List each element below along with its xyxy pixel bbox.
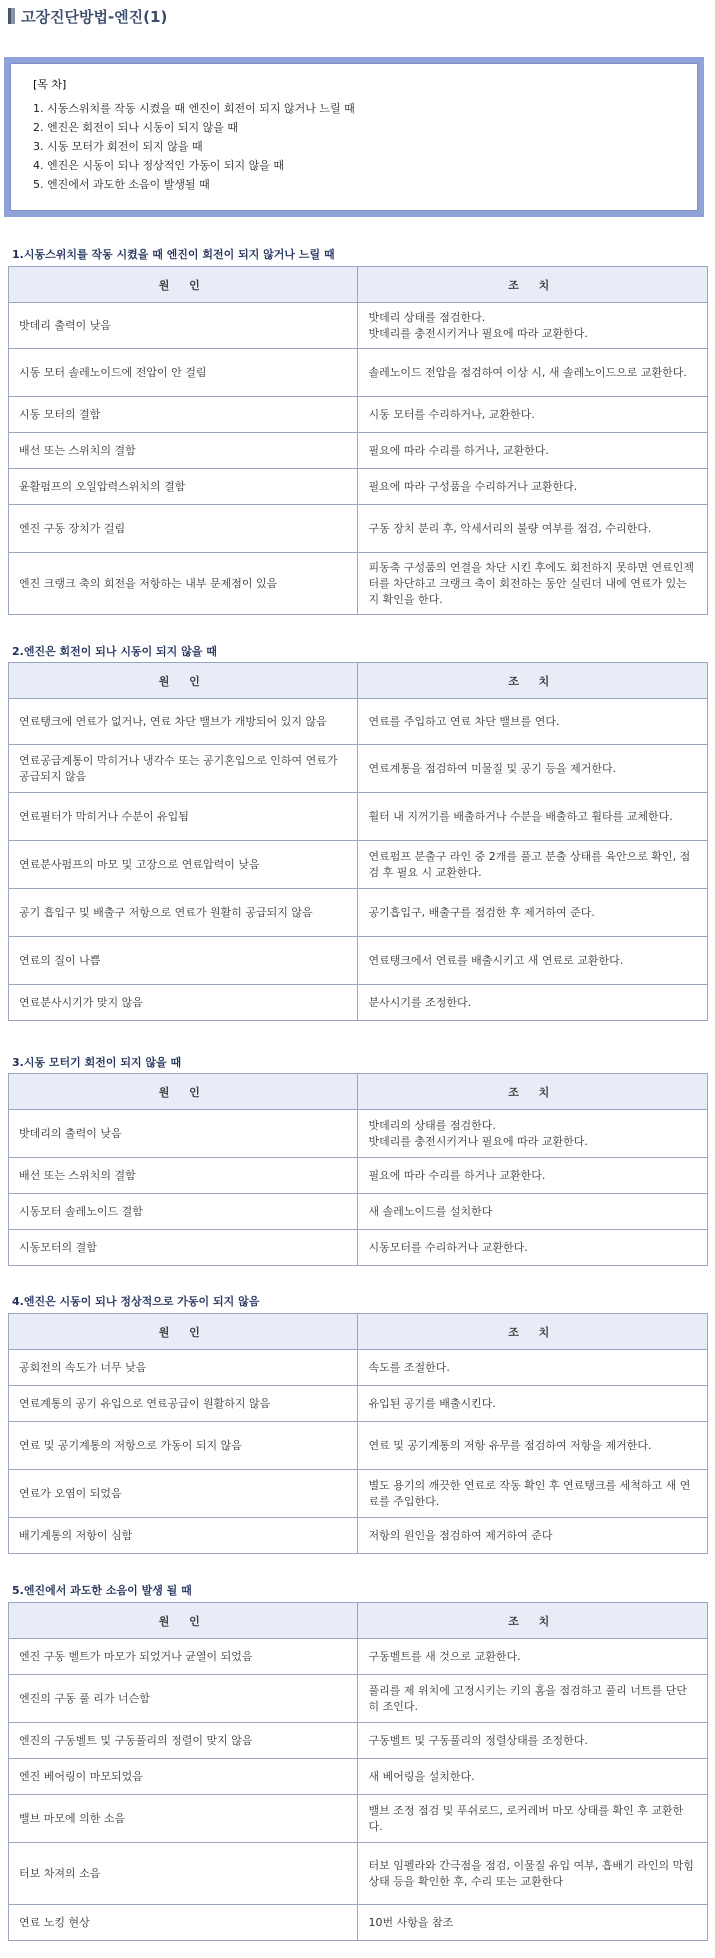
cause-cell: 배선 또는 스위치의 결함: [9, 1158, 358, 1194]
cause-cell: 터보 차져의 소음: [9, 1843, 358, 1905]
header-action: 조 치: [358, 267, 708, 303]
table-row: [9, 1350, 708, 1386]
cause-cell: 연료계통의 공기 유입으로 연료공급이 원활하지 않음: [9, 1386, 358, 1422]
table-row: [9, 349, 708, 397]
section-1-title: 1.시동스위치를 작동 시켰을 때 엔진이 회전이 되지 않거나 느릴 때: [12, 248, 335, 261]
action-cell: 10번 사항을 참조: [358, 1905, 708, 1941]
header-cause: 원 인: [9, 267, 358, 303]
cause-cell: 연료 노킹 현상: [9, 1905, 358, 1941]
header-cause: 원 인: [9, 1074, 358, 1110]
cause-cell: 연료의 질이 나쁨: [9, 937, 358, 985]
table-row: [9, 1639, 708, 1675]
table-row: [9, 1675, 708, 1723]
cause-cell: 윤활펌프의 오일압력스위치의 결함: [9, 469, 358, 505]
table-row: [9, 1795, 708, 1843]
section-2-table: [8, 662, 708, 1021]
table-header-row: [9, 267, 708, 303]
action-cell: 분사시기를 조정한다.: [358, 985, 708, 1021]
action-cell: 새 솔레노이드를 설치한다: [358, 1194, 708, 1230]
table-row: [9, 1843, 708, 1905]
section-5-title: 5.엔진에서 과도한 소음이 발생 될 때: [12, 1584, 192, 1597]
table-row: [9, 699, 708, 745]
cause-cell: 연료필터가 막히거나 수분이 유입됨: [9, 793, 358, 841]
table-row: [9, 397, 708, 433]
cause-cell: 엔진 크랭크 축의 회전을 저항하는 내부 문제점이 있음: [9, 553, 358, 615]
action-cell: 솔레노이드 전압을 점검하여 이상 시, 새 솔레노이드으로 교환한다.: [358, 349, 708, 397]
table-row: [9, 793, 708, 841]
action-cell: 구동벨트를 새 것으로 교환한다.: [358, 1639, 708, 1675]
section-3-title: 3.시동 모터기 회전이 되지 않을 때: [12, 1056, 182, 1069]
action-cell: 밸브 조정 점검 및 푸쉬로드, 로커레버 마모 상태를 확인 후 교환한다.: [358, 1795, 708, 1843]
table-row: [9, 1723, 708, 1759]
action-cell: 필요에 따라 수리를 하거나, 교환한다.: [358, 433, 708, 469]
table-row: [9, 1386, 708, 1422]
table-row: [9, 303, 708, 349]
action-cell: 별도 용기의 깨끗한 연료로 작동 확인 후 연료탱크를 세척하고 새 연료를 주입한다.: [358, 1470, 708, 1518]
action-cell: 풀리를 제 위치에 고정시키는 키의 홈을 점검하고 풀리 너트를 단단히 조인다.: [358, 1675, 708, 1723]
section-1-table: [8, 266, 708, 615]
table-header-row: [9, 1314, 708, 1350]
action-cell: 연료 및 공기계통의 저항 유무를 점검하여 저항을 제거한다.: [358, 1422, 708, 1470]
cause-cell: 시동모터의 결함: [9, 1230, 358, 1266]
cause-cell: 연료 및 공기계통의 저항으로 가동이 되지 않음: [9, 1422, 358, 1470]
cause-cell: 시동 모터의 결함: [9, 397, 358, 433]
action-cell: 피동축 구성품의 연결을 차단 시킨 후에도 회전하지 못하면 연료인젝터를 차단하고 크랭크 축이 회전하는 동안 실린더 내에 연료가 있는지 확인을 한다.: [358, 553, 708, 615]
title-bullet-icon: [8, 8, 15, 24]
cause-cell: 밸브 마모에 의한 소음: [9, 1795, 358, 1843]
header-cause: 원 인: [9, 1314, 358, 1350]
header-action: 조 치: [358, 1074, 708, 1110]
toc-heading: [목 차]: [33, 78, 67, 91]
table-row: [9, 505, 708, 553]
cause-cell: 공기 흡입구 및 배출구 저항으로 연료가 원활히 공급되지 않음: [9, 889, 358, 937]
cause-cell: 연료분사펌프의 마모 및 고장으로 연료압력이 낮음: [9, 841, 358, 889]
cause-cell: 밧데리 출력이 낮음: [9, 303, 358, 349]
cause-cell: 연료탱크에 연료가 없거나, 연료 차단 밸브가 개방되어 있지 않음: [9, 699, 358, 745]
action-cell: 새 베어링을 설치한다.: [358, 1759, 708, 1795]
table-row: [9, 1110, 708, 1158]
action-cell: 터보 임펠라와 간극점을 점검, 이물질 유입 여부, 흡배기 라인의 막힘 상태 등을 확인한 후, 수리 또는 교환한다: [358, 1843, 708, 1905]
action-cell: 필요에 따라 수리를 하거나 교환한다.: [358, 1158, 708, 1194]
cause-cell: 배선 또는 스위치의 결함: [9, 433, 358, 469]
table-row: [9, 1194, 708, 1230]
table-row: [9, 469, 708, 505]
cause-cell: 공회전의 속도가 너무 낮음: [9, 1350, 358, 1386]
section-2-title: 2.엔진은 회전이 되나 시동이 되지 않을 때: [12, 645, 217, 658]
action-cell: 연료를 주입하고 연료 차단 밸브를 연다.: [358, 699, 708, 745]
action-cell: 구동 장치 분리 후, 악세서리의 불량 여부를 점검, 수리한다.: [358, 505, 708, 553]
action-cell: 밧데리의 상태를 점검한다. 밧데리를 충전시키거나 필요에 따라 교환한다.: [358, 1110, 708, 1158]
table-row: [9, 841, 708, 889]
action-cell: 휠터 내 지꺼기를 배출하거나 수분을 배출하고 휠타를 교체한다.: [358, 793, 708, 841]
action-cell: 시동 모터를 수리하거나, 교환한다.: [358, 397, 708, 433]
toc-item-4: 4. 엔진은 시동이 되나 정상적인 가동이 되지 않을 때: [33, 159, 284, 172]
action-cell: 연료탱크에서 연료를 배출시키고 새 연료로 교환한다.: [358, 937, 708, 985]
toc-item-1: 1. 시동스위치를 작동 시켰을 때 엔진이 회전이 되지 않거나 느릴 때: [33, 102, 355, 115]
action-cell: 필요에 따라 구성품을 수리하거나 교환한다.: [358, 469, 708, 505]
cause-cell: 시동모터 솔레노이드 결함: [9, 1194, 358, 1230]
table-row: [9, 745, 708, 793]
action-cell: 구동벨트 및 구동풀리의 정렬상태를 조정한다.: [358, 1723, 708, 1759]
section-4-table: [8, 1313, 708, 1554]
action-cell: 시동모터를 수리하거나 교환한다.: [358, 1230, 708, 1266]
action-cell: 연료계통을 점검하여 미물질 및 공기 등을 제거한다.: [358, 745, 708, 793]
table-row: [9, 553, 708, 615]
table-row: [9, 1422, 708, 1470]
action-cell: 속도를 조절한다.: [358, 1350, 708, 1386]
section-4-title: 4.엔진은 시동이 되나 정상적으로 가동이 되지 않음: [12, 1295, 260, 1308]
header-cause: 원 인: [9, 1603, 358, 1639]
toc-item-5: 5. 엔진에서 과도한 소음이 발생될 때: [33, 178, 210, 191]
toc-item-3: 3. 시동 모터가 회전이 되지 않을 때: [33, 140, 203, 153]
cause-cell: 시동 모터 솔레노이드에 전압이 안 걸림: [9, 349, 358, 397]
table-row: [9, 1759, 708, 1795]
cause-cell: 엔진의 구동 풀 리가 너슨함: [9, 1675, 358, 1723]
cause-cell: 엔진의 구동벨트 및 구동풀리의 정렬이 맞지 않음: [9, 1723, 358, 1759]
page-title: [8, 6, 167, 26]
table-row: [9, 433, 708, 469]
table-row: [9, 937, 708, 985]
action-cell: 저항의 원인을 점검하여 제거하여 준다: [358, 1518, 708, 1554]
table-header-row: [9, 1074, 708, 1110]
header-cause: 원 인: [9, 663, 358, 699]
table-row: [9, 1905, 708, 1941]
section-3-table: [8, 1073, 708, 1266]
table-row: [9, 1158, 708, 1194]
cause-cell: 엔진 구동 장치가 걸림: [9, 505, 358, 553]
cause-cell: 엔진 베어링이 마모되었음: [9, 1759, 358, 1795]
table-row: [9, 889, 708, 937]
action-cell: 유입된 공기를 배출시킨다.: [358, 1386, 708, 1422]
header-action: 조 치: [358, 1314, 708, 1350]
toc-item-2: 2. 엔진은 회전이 되나 시동이 되지 않을 때: [33, 121, 238, 134]
section-5-table: [8, 1602, 708, 1941]
action-cell: 밧데리 상태를 점검한다. 밧데리를 충전시키거나 필요에 따라 교환한다.: [358, 303, 708, 349]
table-row: [9, 1230, 708, 1266]
header-action: 조 치: [358, 663, 708, 699]
table-row: [9, 1470, 708, 1518]
cause-cell: 연료가 오염이 되었음: [9, 1470, 358, 1518]
table-header-row: [9, 1603, 708, 1639]
page-title-text: 고장진단방법-엔진(1): [21, 7, 168, 26]
cause-cell: 연료분사시기가 맞지 않음: [9, 985, 358, 1021]
action-cell: 공기흡입구, 배출구를 점검한 후 제거하여 준다.: [358, 889, 708, 937]
toc-inner: [10, 63, 698, 211]
cause-cell: 엔진 구동 벨트가 마모가 되었거나 균열이 되었음: [9, 1639, 358, 1675]
table-row: [9, 1518, 708, 1554]
cause-cell: 밧데리의 출력이 낮음: [9, 1110, 358, 1158]
table-row: [9, 985, 708, 1021]
toc-box: [4, 57, 704, 217]
header-action: 조 치: [358, 1603, 708, 1639]
cause-cell: 연료공급계통이 막히거나 냉각수 또는 공기혼입으로 인하여 연료가 공급되지 않음: [9, 745, 358, 793]
table-header-row: [9, 663, 708, 699]
action-cell: 연료펌프 분출구 라인 중 2개를 풀고 분출 상태를 육안으로 확인, 점검 후 필요 시 교환한다.: [358, 841, 708, 889]
cause-cell: 배기계통의 저항이 심함: [9, 1518, 358, 1554]
